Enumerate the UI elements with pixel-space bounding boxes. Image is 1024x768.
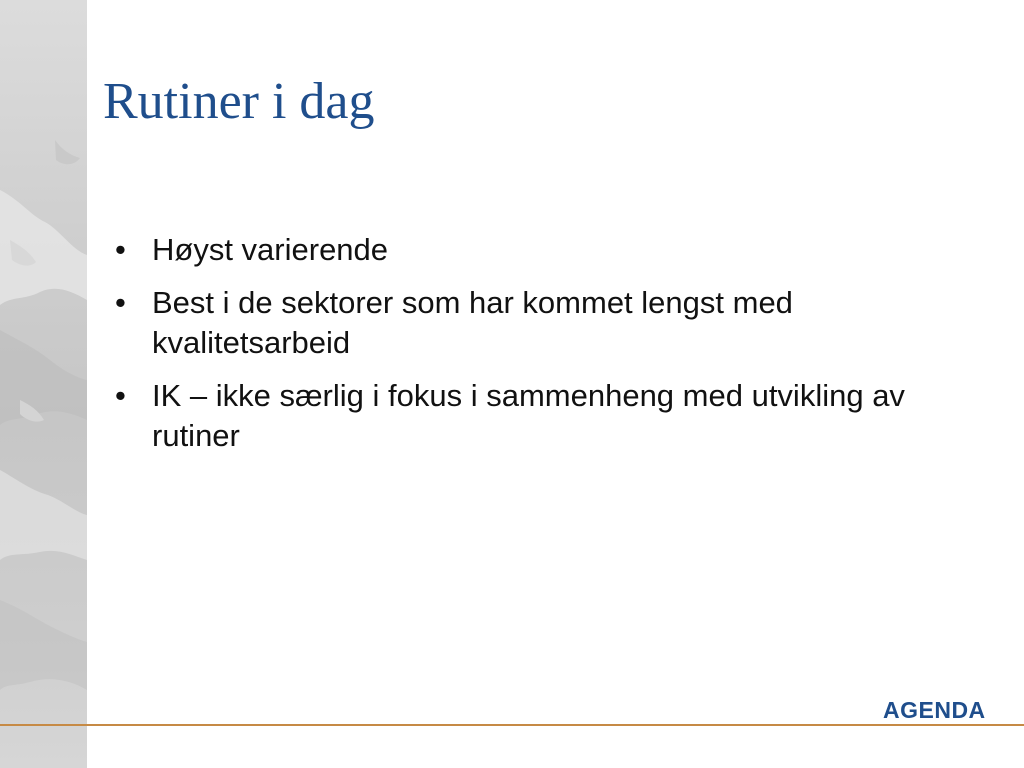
agenda-logo: AGENDA xyxy=(883,697,986,723)
bullet-marker: • xyxy=(115,232,126,267)
footer-rule xyxy=(0,724,1024,726)
bullet-item xyxy=(115,283,935,363)
bullet-text: IK – ikke særlig i fokus i sammenheng med utvikling av rutiner xyxy=(152,378,905,453)
bullet-item xyxy=(115,376,935,456)
decorative-map-panel xyxy=(0,0,87,768)
bullet-text: Best i de sektorer som har kommet lengst med kvalitetsarbeid xyxy=(152,285,793,360)
bullet-marker: • xyxy=(115,285,126,320)
map-texture-graphic xyxy=(0,0,87,768)
slide-title: Rutiner i dag xyxy=(103,73,375,130)
bullet-text: Høyst varierende xyxy=(152,232,389,267)
bullet-item xyxy=(115,230,935,270)
bullet-list xyxy=(115,230,935,469)
bullet-marker: • xyxy=(115,378,126,413)
